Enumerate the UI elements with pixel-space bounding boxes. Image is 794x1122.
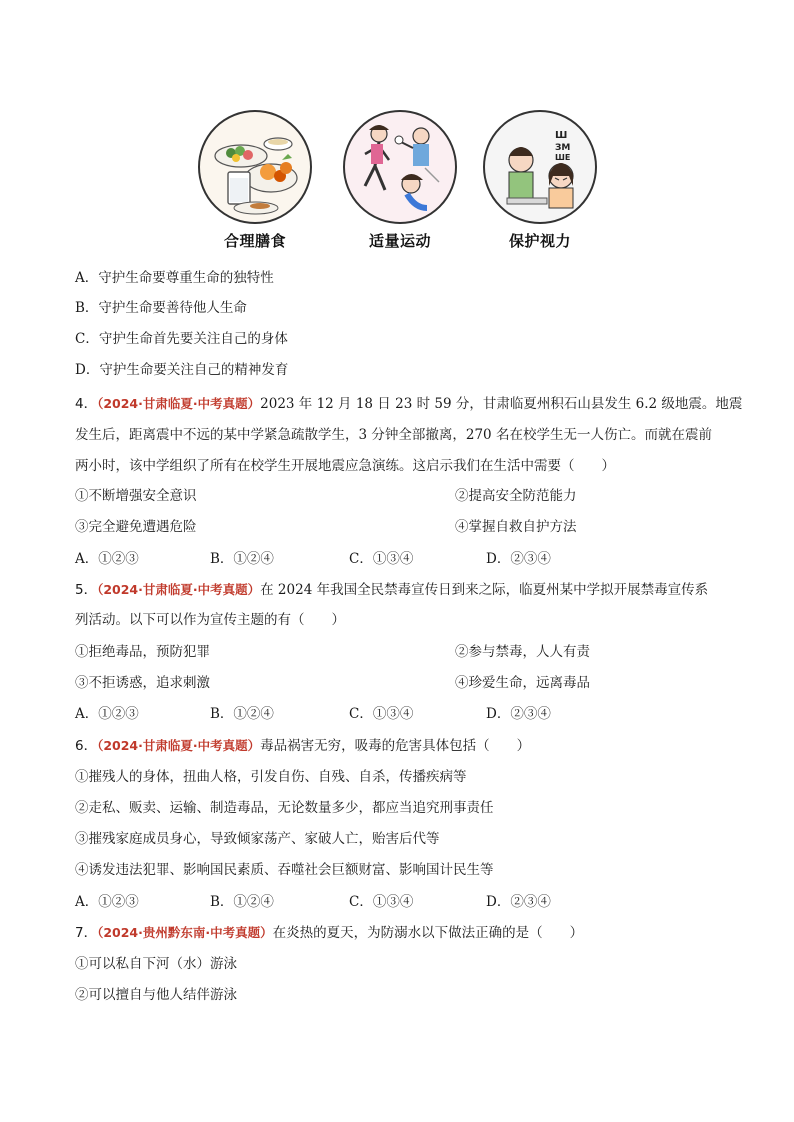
illustration-eyesight [481,108,599,251]
question-text: 毒品祸害无穷，吸毒的危害具体包括（ ） [260,738,531,754]
q3-option-c: C．守护生命首先要关注自己的身体 [75,331,288,347]
q5-answer-c: C．①③④ [349,706,414,722]
q5-item-row1 [75,642,590,662]
q4-item-1: ①不断增强安全意识 [75,488,197,504]
q6-item-2: ②走私、贩卖、运输、制造毒品，无论数量多少，都应当追究刑事责任 [75,800,494,816]
q6-item-4: ④诱发违法犯罪、影响国民素质、吞噬社会巨额财富、影响国计民生等 [75,862,494,878]
illustration-caption: 保护视力 [508,232,571,250]
q5-answer-a: A．①②③ [75,706,139,722]
question-number: 4． [75,396,98,412]
illustration-row [196,108,606,248]
q4-answer-d: D．②③④ [486,551,551,567]
question-source: （2024·贵州黔东南·中考真题） [97,925,273,940]
food-plate-icon [196,108,314,226]
q7-stem-line1 [75,923,583,943]
q7-item-2: ②可以擅自与他人结伴游泳 [75,987,237,1003]
question-text: 在炎热的夏天，为防溺水以下做法正确的是（ ） [272,925,584,941]
q4-answer-b: B．①②④ [210,551,274,567]
question-number: 7． [75,925,98,941]
q4-item-4: ④掌握自救自护方法 [455,519,577,535]
q5-item-3: ③不拒诱惑，追求刺激 [75,675,210,691]
q3-option-a: A．守护生命要尊重生命的独特性 [75,270,274,286]
question-source: （2024·甘肃临夏·中考真题） [97,396,261,411]
illustration-diet [196,108,314,251]
q6-answer-d: D．②③④ [486,894,551,910]
q5-item-row2 [75,673,590,693]
svg-text:Ш: Ш [555,130,568,141]
svg-text:ШЕ: ШЕ [555,153,571,162]
eye-chart-icon [481,108,599,226]
question-source: （2024·甘肃临夏·中考真题） [97,738,261,753]
q5-stem-line1 [75,580,708,600]
q3-option-d: D．守护生命要关注自己的精神发育 [75,362,289,378]
q4-answer-a: A．①②③ [75,551,139,567]
svg-text:ЗМ: ЗМ [555,143,571,153]
question-text: 在 2024 年我国全民禁毒宣传日到来之际，临夏州某中学拟开展禁毒宣传系 [260,582,709,598]
q6-answer-c: C．①③④ [349,894,414,910]
q6-answer-a: A．①②③ [75,894,139,910]
illustration-caption: 合理膳食 [223,232,286,250]
question-number: 5． [75,582,98,598]
q4-item-2: ②提高安全防范能力 [455,488,577,504]
q4-item-row1 [75,486,577,506]
q4-item-3: ③完全避免遭遇危险 [75,519,197,535]
q6-item-1: ①摧残人的身体，扭曲人格，引发自伤、自残、自杀，传播疾病等 [75,769,467,785]
illustration-exercise [341,108,459,251]
q4-stem-line3: 两小时，该中学组织了所有在校学生开展地震应急演练。这启示我们在生活中需要（ ） [75,458,615,474]
q4-stem-line1 [75,394,742,414]
q5-item-2: ②参与禁毒，人人有责 [455,644,590,660]
question-text: 2023 年 12 月 18 日 23 时 59 分，甘肃临夏州积石山县发生 6.2 级地震。地震 [260,396,743,412]
q4-stem-line2: 发生后，距离震中不远的某中学紧急疏散学生，3 分钟全部撤离，270 名在校学生无一人伤亡。而就在震前 [75,427,712,443]
q7-item-1: ①可以私自下河（水）游泳 [75,956,237,972]
q5-item-1: ①拒绝毒品，预防犯罪 [75,644,210,660]
q5-answer-b: B．①②④ [210,706,274,722]
q6-item-3: ③摧残家庭成员身心，导致倾家荡产、家破人亡，贻害后代等 [75,831,440,847]
q5-answer-d: D．②③④ [486,706,551,722]
q5-stem-line2: 列活动。以下可以作为宣传主题的有（ ） [75,612,345,628]
q6-answer-b: B．①②④ [210,894,274,910]
q4-answer-c: C．①③④ [349,551,414,567]
q6-stem-line1 [75,736,530,756]
question-number: 6． [75,738,98,754]
question-source: （2024·甘肃临夏·中考真题） [97,582,261,597]
q4-item-row2 [75,517,577,537]
q5-item-4: ④珍爱生命，远离毒品 [455,675,590,691]
exercise-icon [341,108,459,226]
illustration-caption: 适量运动 [368,232,431,250]
q3-option-b: B．守护生命要善待他人生命 [75,300,247,316]
